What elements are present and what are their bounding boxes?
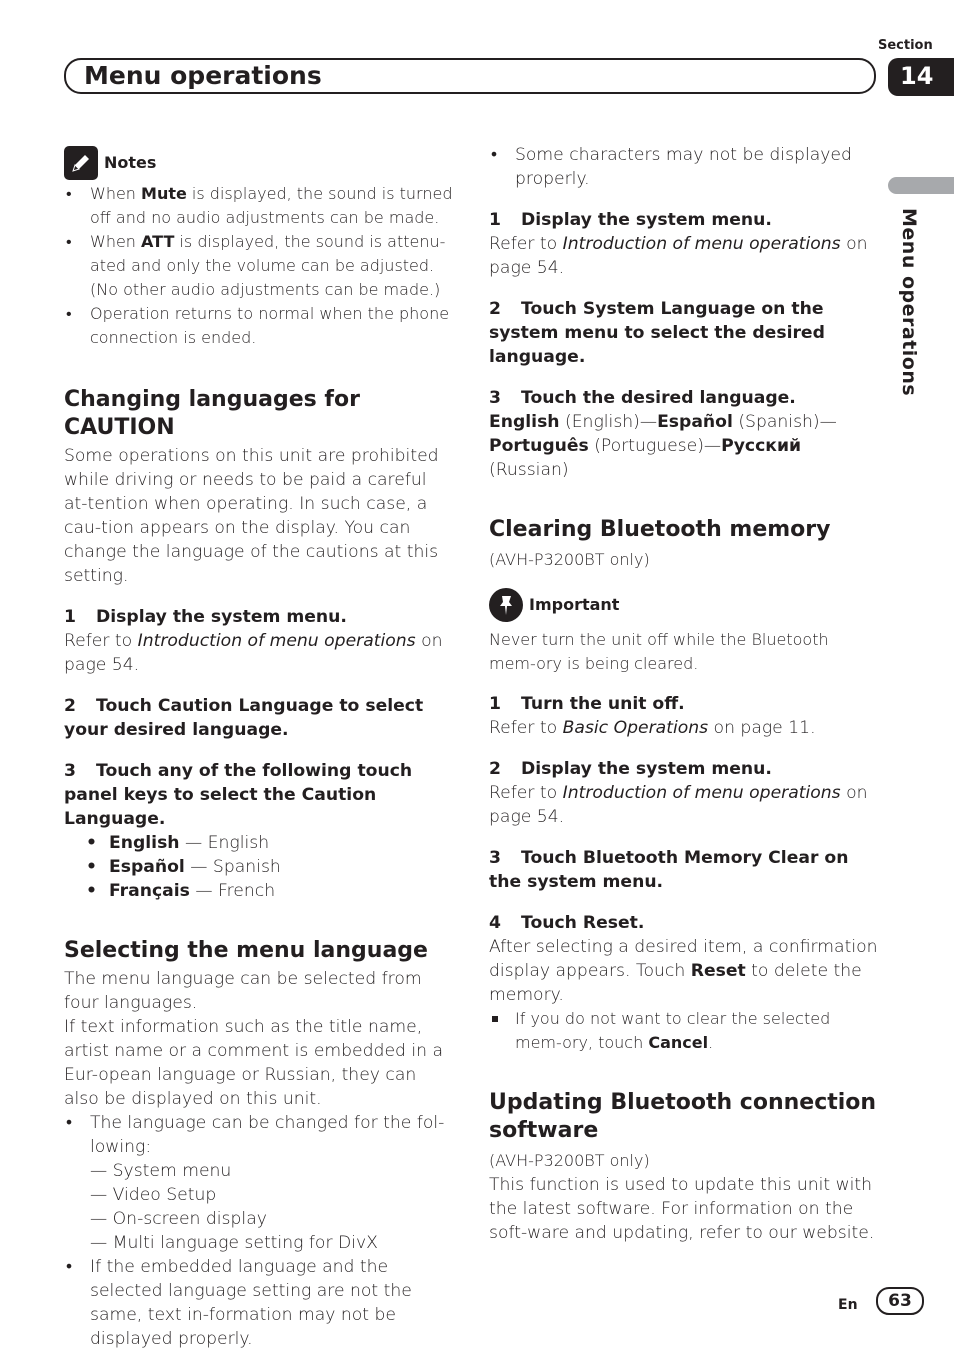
menu-language-list-2 bbox=[64, 1255, 454, 1351]
system-step-1: 1 Display the system menu. bbox=[489, 210, 772, 230]
clear-step-3: 3 Touch Bluetooth Memory Clear on the system menu. bbox=[489, 848, 849, 892]
list-item: • Español — Spanish bbox=[64, 855, 454, 879]
side-tab-label: Menu operations bbox=[898, 208, 920, 397]
menu-language-heading: Selecting the menu language bbox=[64, 938, 428, 963]
clear-step-2: 2 Display the system menu. bbox=[489, 759, 772, 779]
dash-item: — Multi language setting for DivX bbox=[90, 1233, 378, 1253]
update-bt-model: (AVH-P3200BT only) bbox=[489, 1151, 650, 1170]
caution-heading: Changing languages for CAUTION bbox=[64, 387, 360, 440]
list-item: • Français — French bbox=[64, 879, 454, 903]
notes-list bbox=[64, 182, 454, 350]
caution-step-1-ref: Refer to Introduction of menu operations on page 54. bbox=[64, 631, 443, 675]
dash-item: — System menu bbox=[90, 1161, 232, 1181]
caution-step-1: 1 Display the system menu. bbox=[64, 607, 347, 627]
page-title: Menu operations bbox=[84, 61, 322, 90]
caution-body: Some operations on this unit are prohibited while driving or needs to be paid a careful at-tention when operating. In such case, a cau-tion appears on the display. You can change the language of the cautions at this setting. bbox=[64, 446, 439, 586]
system-step-3: 3 Touch the desired language. bbox=[489, 388, 796, 408]
pushpin-icon bbox=[489, 588, 523, 622]
important-header bbox=[489, 588, 879, 622]
left-column bbox=[64, 146, 454, 1351]
menu-language-body-1: The menu language can be selected from four languages. bbox=[64, 969, 422, 1013]
section-label: Section bbox=[878, 38, 933, 53]
update-bt-body: This function is used to update this unit with the latest software. For information on the soft-ware and updating, refer to our website. bbox=[489, 1175, 875, 1243]
section-number: 14 bbox=[900, 62, 934, 90]
caution-step-3: 3 Touch any of the following touch panel keys to select the Caution Language. bbox=[64, 761, 413, 829]
title-bar bbox=[64, 58, 876, 94]
dash-item: — On-screen display bbox=[90, 1209, 267, 1229]
system-step-1-ref: Refer to Introduction of menu operations on page 54. bbox=[489, 234, 868, 278]
menu-language-list bbox=[64, 1111, 454, 1159]
section-number-box bbox=[888, 58, 954, 96]
clear-step-4-note: If you do not want to clear the selected mem-ory, touch Cancel. bbox=[489, 1007, 879, 1055]
clear-step-4-body: After selecting a desired item, a confirmation display appears. Touch Reset to delete the memory. bbox=[489, 937, 878, 1005]
list-item: • The language can be changed for the fol-lowing: bbox=[64, 1111, 454, 1159]
menu-language-body-2: If text information such as the title name, artist name or a comment is embedded in a Eur-opean language or Russian, they can also be displayed on this unit. bbox=[64, 1017, 444, 1109]
notes-header bbox=[64, 146, 454, 180]
caution-step-2: 2 Touch Caution Language to select your desired language. bbox=[64, 696, 424, 740]
clear-step-1-ref: Refer to Basic Operations on page 11. bbox=[489, 718, 816, 738]
list-item: • Some characters may not be displayed properly. bbox=[489, 143, 879, 191]
clear-step-4: 4 Touch Reset. bbox=[489, 913, 645, 933]
list-item: • Operation returns to normal when the phone connection is ended. bbox=[64, 302, 454, 350]
page-number: 63 bbox=[876, 1287, 924, 1315]
list-item: • When ATT is displayed, the sound is attenu-ated and only the volume can be adjusted. (No other audio adjustments can be made.) bbox=[64, 230, 454, 302]
important-title: Important bbox=[529, 595, 620, 614]
notes-title: Notes bbox=[104, 153, 157, 172]
right-column bbox=[489, 143, 879, 1245]
caution-options bbox=[64, 831, 454, 903]
list-item: • When Mute is displayed, the sound is turned off and no audio adjustments can be made. bbox=[64, 182, 454, 230]
pencil-icon bbox=[64, 146, 98, 180]
dash-item: — Video Setup bbox=[90, 1185, 217, 1205]
update-bt-heading: Updating Bluetooth connection software bbox=[489, 1090, 877, 1143]
language-options: English (English)—Español (Spanish)— Português (Portuguese)—Русский (Russian) bbox=[489, 412, 837, 480]
clear-bt-heading: Clearing Bluetooth memory bbox=[489, 517, 831, 542]
system-step-2: 2 Touch System Language on the system menu to select the desired language. bbox=[489, 299, 825, 367]
clear-step-2-ref: Refer to Introduction of menu operations on page 54. bbox=[489, 783, 868, 827]
list-item: • English — English bbox=[64, 831, 454, 855]
language-code: En bbox=[838, 1297, 858, 1313]
list-item: • If the embedded language and the selected language setting are not the same, text in-formation may not be displayed properly. bbox=[64, 1255, 454, 1351]
side-tab-marker bbox=[888, 177, 954, 194]
clear-bt-model: (AVH-P3200BT only) bbox=[489, 550, 650, 569]
clear-step-1: 1 Turn the unit off. bbox=[489, 694, 685, 714]
top-bullet-list bbox=[489, 143, 879, 191]
important-text: Never turn the unit off while the Bluetooth mem-ory is being cleared. bbox=[489, 630, 829, 673]
